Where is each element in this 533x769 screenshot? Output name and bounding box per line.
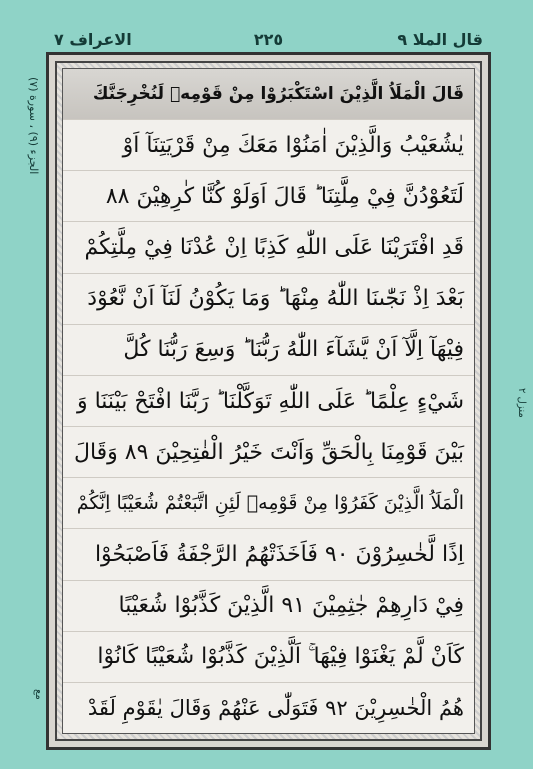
decorative-border bbox=[55, 61, 482, 741]
text-line-2: يٰشُعَيْبُ وَالَّذِيْنَ اٰمَنُوْا مَعَكَ مِنْ قَرْيَتِنَآ اَوْ bbox=[63, 120, 474, 171]
text-line-3: لَتَعُوْدُنَّ فِيْ مِلَّتِنَا ؕ قَالَ اَوَلَوْ كُنَّا كٰرِهِيْنَ ۸۸ bbox=[63, 171, 474, 222]
text-line-7: شَيْءٍ عِلْمًا ؕ عَلَى اللّٰهِ تَوَكَّلْنَا ؕ رَبَّنَا افْتَحْ بَيْنَنَا وَ bbox=[63, 376, 474, 427]
surah-name: الاعراف ٧ bbox=[54, 30, 132, 49]
margin-note-top: الجزء (٩) ، سورة (٧) bbox=[27, 76, 40, 174]
text-line-13: هُمُ الْخٰسِرِيْنَ ۹۲ فَتَوَلّٰى عَنْهُمْ وَقَالَ يٰقَوْمِ لَقَدْ bbox=[87, 695, 464, 720]
text-line-1: قَالَ الْمَلَاُ الَّذِيْنَ اسْتَكْبَرُوْا مِنْ قَوْمِهٖ لَنُخْرِجَنَّكَ bbox=[63, 69, 474, 120]
page-number: ٢٢٥ bbox=[253, 30, 284, 49]
margin-note-bottom: مع bbox=[33, 689, 44, 700]
quran-text-area bbox=[62, 68, 475, 734]
text-line-5: بَعْدَ اِذْ نَجّٰىنَا اللّٰهُ مِنْهَا ؕ وَمَا يَكُوْنُ لَنَآ اَنْ نَّعُوْدَ bbox=[63, 274, 474, 325]
text-line-9: الْمَلَاُ الَّذِيْنَ كَفَرُوْا مِنْ قَوْمِهٖ لَئِنِ اتَّبَعْتُمْ شُعَيْبًا اِنَّكُمْ bbox=[63, 478, 474, 529]
page-header bbox=[46, 30, 491, 52]
text-line-8: بَيْنَ قَوْمِنَا بِالْحَقِّ وَاَنْتَ خَيْرُ الْفٰتِحِيْنَ ۸۹ وَقَالَ bbox=[63, 427, 474, 478]
text-line-11: فِيْ دَارِهِمْ جٰثِمِيْنَ ۹۱ الَّذِيْنَ كَذَّبُوْا شُعَيْبًا bbox=[63, 581, 474, 632]
manzil-marker: منزل ٢ bbox=[516, 388, 527, 418]
text-line-12: كَاَنْ لَّمْ يَغْنَوْا فِيْهَا ۚ اَلَّذِيْنَ كَذَّبُوْا شُعَيْبًا كَانُوْا bbox=[63, 632, 474, 683]
text-line-6: فِيْهَآ اِلَّآ اَنْ يَّشَآءَ اللّٰهُ رَبُّنَا ؕ وَسِعَ رَبُّنَا كُلَّ bbox=[63, 325, 474, 376]
text-line-4: قَدِ افْتَرَيْنَا عَلَى اللّٰهِ كَذِبًا اِنْ عُدْنَا فِيْ مِلَّتِكُمْ bbox=[63, 222, 474, 273]
para-name: قال الملا ٩ bbox=[397, 30, 483, 49]
page-frame bbox=[46, 52, 491, 750]
text-line-10: اِذًا لَّخٰسِرُوْنَ ۹۰ فَاَخَذَتْهُمُ الرَّجْفَةُ فَاَصْبَحُوْا bbox=[63, 529, 474, 580]
